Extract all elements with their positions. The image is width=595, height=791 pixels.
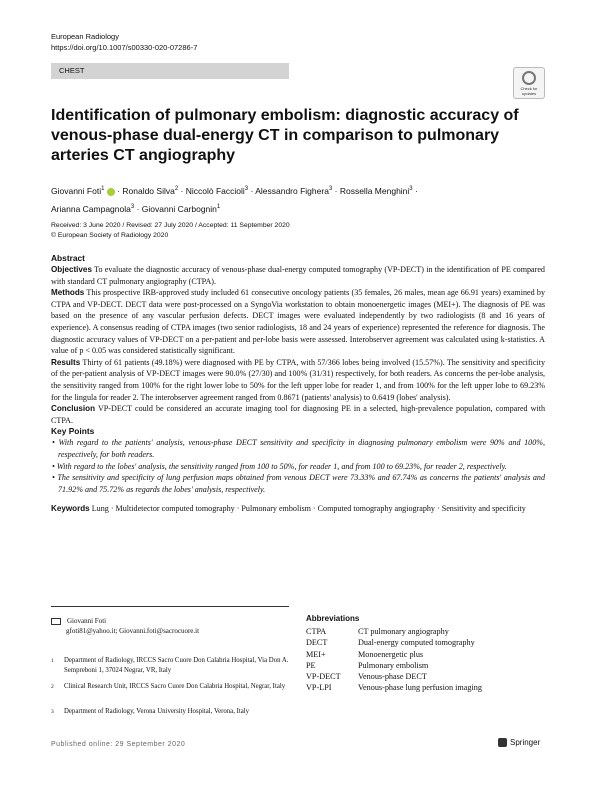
abstract-objectives: Objectives To evaluate the diagnostic accuracy of venous-phase dual-energy computed tomography (VP-DECT) in the identification of PE compared with standard CT pulmonary angiography (CTPA). — [51, 265, 545, 286]
author-line-2: Arianna Campagnola$^3$ · Giovanni Carbognin$^1$ — [51, 203, 221, 214]
keywords: Keywords Lung · Multidetector computed tomography · Pulmonary embolism · Computed tomography angiography · Sensitivity and specificity — [51, 504, 526, 514]
article-dates — [51, 221, 290, 241]
abbreviation-row: DECT Dual-energy computed tomography — [306, 638, 475, 648]
affiliation: 1 Department of Radiology, IRCCS Sacro Cuore Don Calabria Hospital, Via Don A. Sempreboni 1, 37024 Negrar, VR, Italy — [51, 657, 289, 674]
author-list — [51, 181, 546, 217]
journal-name: European Radiology — [51, 32, 119, 41]
contact-emails[interactable]: gfoti81@yahoo.it; Giovanni.foti@sacrocuore.it — [66, 627, 200, 635]
abbreviations-table — [306, 626, 482, 694]
author-line-1: Giovanni Foti$^1$ · Ronaldo Silva$^2$ · Niccolò Faccioli$^3$ · Alessandro Fighera$^3$ · Rossella Menghini$^3$ · — [51, 185, 418, 196]
abbreviation-row: CTPA CT pulmonary angiography — [306, 627, 449, 636]
check-for-updates-label: Check for updates — [520, 86, 538, 96]
article-title: Identification of pulmonary embolism: diagnostic accuracy of venous-phase dual-energy CT in comparison to pulmonary arteries CT angiography — [51, 107, 519, 164]
corresponding-author — [51, 616, 199, 636]
author-name[interactable]: Ronaldo Silva — [122, 185, 175, 196]
abbreviations-heading: Abbreviations — [306, 614, 360, 623]
publication-history: Received: 3 June 2020 / Revised: 27 July 2020 / Accepted: 11 September 2020 — [51, 222, 290, 229]
key-point: • With regard to the lobes' analysis, the sensitivity ranged from 100 to 50%, for reader 1, and from 100 to 69.23%, for reader 2, respectively. — [52, 461, 507, 471]
copyright-notice: © European Society of Radiology 2020 — [51, 232, 169, 239]
abbreviation-row: MEI+ Monoenergetic plus — [306, 649, 424, 659]
abbreviation-row: VP-DECT Venous-phase DECT — [306, 672, 427, 682]
abstract-conclusion: Conclusion VP-DECT could be considered an accurate imaging tool for diagnosing PE in a selected, high-prevalence population, compared with CTPA. — [51, 404, 545, 425]
journal-header — [51, 31, 197, 53]
orcid-icon[interactable] — [107, 188, 115, 196]
published-online: Published online: 29 September 2020 — [51, 741, 186, 748]
affiliation: 2 Clinical Research Unit, IRCCS Sacro Cuore Don Calabria Hospital, Negrar, Italy — [51, 683, 286, 690]
author-name[interactable]: Alessandro Fighera — [255, 185, 329, 196]
doi-link[interactable]: https://doi.org/10.1007/s00330-020-07286-7 — [51, 43, 198, 52]
author-name[interactable]: Giovanni Foti — [51, 185, 102, 196]
key-point: • With regard to the patients' analysis, venous-phase DECT sensitivity and specificity in diagnosing pulmonary embolism were 90% and 100%, respectively, for both readers. — [52, 438, 546, 459]
footnote-divider — [51, 606, 289, 607]
author-name[interactable]: Arianna Campagnola — [51, 203, 131, 214]
springer-horse-icon — [498, 738, 507, 747]
abstract — [51, 253, 545, 515]
key-point: • The sensitivity and specificity of lung perfusion maps obtained from venous DECT were 73.33% and 67.74% as concerns the patients' analysis and 71.92% and 75.72% as regards the lobes' analysis, respectively. — [52, 473, 545, 494]
abbreviation-row: PE Pulmonary embolism — [306, 660, 429, 670]
key-points-heading: Key Points — [51, 426, 95, 437]
author-name[interactable]: Giovanni Carbognin — [141, 203, 217, 214]
abstract-heading: Abstract — [51, 253, 85, 263]
abstract-results: Results Thirty of 61 patients (49.18%) were diagnosed with PE by CTPA, with 57/366 lobes being involved (15.57%). The sensitivity and specificity of the per-patient analysis of VP-DECT images were 90.0% (27/30) and 100% (31/31) respectively, for both readers. As concerns the per-lobe analysis, the sensitivity ranged from 100% for the right lower lobe to 50% for the left upper lobe for reader 1, and from 100% for the left upper lobe to 69.23% for the lingula for reader 2. The interobserver agreement ranged from 0.8671 (patients' analysis) to 0.6419 (lobes' analysis). — [51, 357, 545, 402]
refresh-icon — [522, 71, 536, 85]
publisher-logo: Springer — [498, 738, 540, 747]
check-for-updates-badge[interactable] — [513, 67, 545, 99]
abstract-methods: Methods This prospective IRB-approved study included 61 consecutive oncology patients (35 females, 26 males, mean age 66.91 years) examined by CTPA and VP-DECT. DECT data were post-processed on a SyngoVia workstation to obtain monoenergetic images (MEI+). The diagnosis of PE was based on the presence of any vascular perfusion defects. DECT images were evaluated independently by two radiologists (8 and 16 years of experience). A consensus reading of CTPA images (two senior radiologists, 18 and 24 years of experience) represented the reference for diagnosis. The diagnostic accuracy values of VP-DECT on a per-patient and per-lobe basis were assessed. Interobserver agreement was calculated using k-statistics. A value of p < 0.05 was considered statistically significant. — [51, 288, 545, 356]
envelope-icon — [51, 618, 61, 625]
contact-name: Giovanni Foti — [67, 617, 107, 625]
section-label: CHEST — [51, 63, 289, 79]
affiliation: 3 Department of Radiology, Verona University Hospital, Verona, Italy — [51, 708, 250, 715]
author-name[interactable]: Niccolò Faccioli — [185, 185, 245, 196]
abbreviation-row: VP-LPI Venous-phase lung perfusion imaging — [306, 683, 482, 693]
author-name[interactable]: Rossella Menghini — [339, 185, 410, 196]
